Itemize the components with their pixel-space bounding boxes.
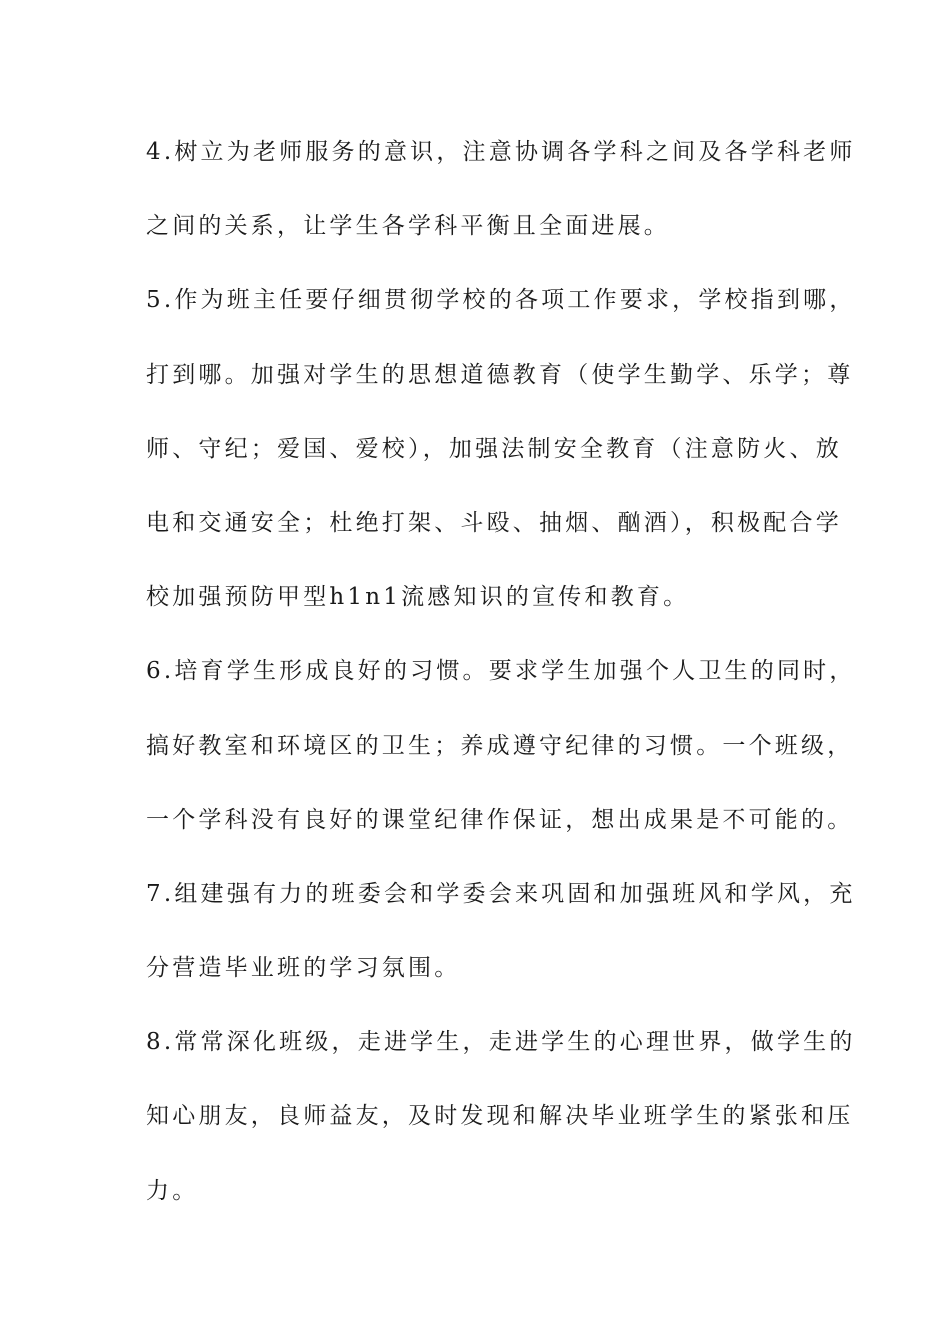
text-line: 4.树立为老师服务的意识，注意协调各学科之间及各学科老师 [146, 139, 856, 165]
text-line: 分营造毕业班的学习氛围。 [146, 955, 461, 982]
text-line: 搞好教室和环境区的卫生；养成遵守纪律的习惯。一个班级， [146, 732, 854, 759]
text-line: 7.组建强有力的班委会和学委会来巩固和加强班风和学风，充 [146, 880, 856, 907]
text-line: 8.常常深化班级，走进学生，走进学生的心理世界，做学生的 [146, 1029, 856, 1056]
text-line: 打到哪。加强对学生的思想道德教育（使学生勤学、乐学；尊 [146, 361, 854, 388]
text-line: 校加强预防甲型h1n1流感知识的宣传和教育。 [146, 584, 690, 611]
text-line: 6.培育学生形成良好的习惯。要求学生加强个人卫生的同时， [146, 658, 856, 685]
text-line: 5.作为班主任要仔细贯彻学校的各项工作要求，学校指到哪， [146, 287, 856, 314]
document-body [146, 115, 856, 1228]
text-line: 师、守纪；爱国、爱校），加强法制安全教育（注意防火、放 [146, 435, 842, 462]
text-line: 电和交通安全；杜绝打架、斗殴、抽烟、酗酒），积极配合学 [146, 509, 842, 536]
text-line: 一个学科没有良好的课堂纪律作保证，想出成果是不可能的。 [146, 806, 854, 833]
text-line: 力。 [146, 1177, 199, 1204]
text-line: 之间的关系，让学生各学科平衡且全面进展。 [146, 213, 670, 240]
text-line: 知心朋友，良师益友，及时发现和解决毕业班学生的紧张和压 [146, 1103, 854, 1130]
